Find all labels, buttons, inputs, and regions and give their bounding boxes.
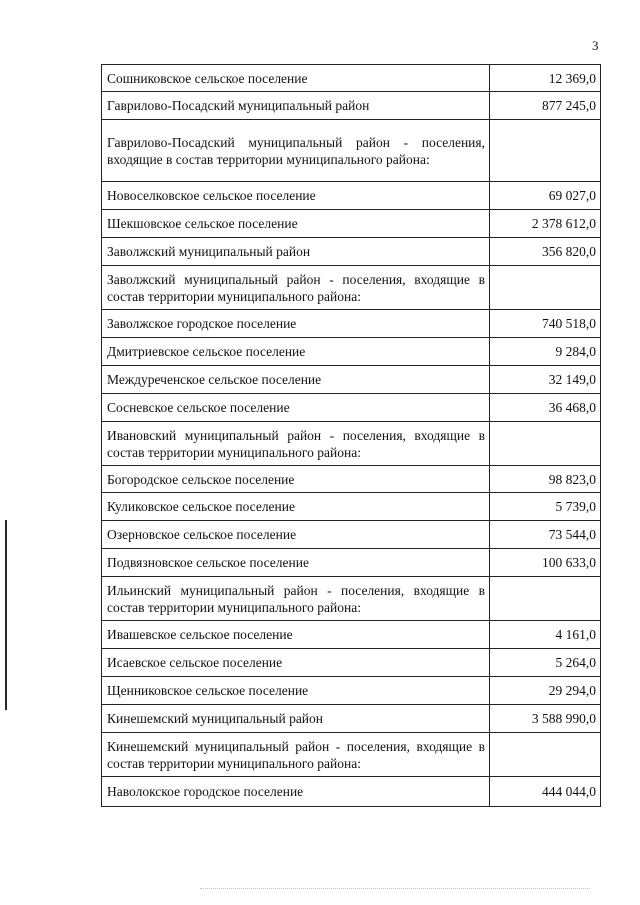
row-value (490, 577, 601, 621)
section-heading: Кинешемский муниципальный район - поселения, входящие в состав территории муниципального района: (102, 733, 490, 777)
table-row (102, 493, 601, 521)
table-row (102, 466, 601, 493)
table-row (102, 621, 601, 649)
row-value: 877 245,0 (490, 92, 601, 120)
row-name: Заволжский муниципальный район (102, 238, 490, 266)
row-name: Новоселковское сельское поселение (102, 182, 490, 210)
section-heading: Гаврилово-Посадский муниципальный район - поселения, входящие в состав территории муниципального района: (102, 120, 490, 182)
scan-edge-mark (5, 520, 7, 710)
table-row (102, 238, 601, 266)
row-value: 4 161,0 (490, 621, 601, 649)
table-section-row (102, 422, 601, 466)
table-row (102, 394, 601, 422)
row-value: 740 518,0 (490, 310, 601, 338)
row-value: 36 468,0 (490, 394, 601, 422)
table-row (102, 705, 601, 733)
row-value (490, 266, 601, 310)
table-row (102, 649, 601, 677)
table-row (102, 549, 601, 577)
table-row (102, 521, 601, 549)
row-value (490, 422, 601, 466)
budget-table (101, 64, 601, 807)
row-name: Шекшовское сельское поселение (102, 210, 490, 238)
row-value: 2 378 612,0 (490, 210, 601, 238)
row-value: 5 264,0 (490, 649, 601, 677)
row-name: Сосневское сельское поселение (102, 394, 490, 422)
row-name: Озерновское сельское поселение (102, 521, 490, 549)
row-value: 73 544,0 (490, 521, 601, 549)
scan-artifact-dots (200, 888, 590, 891)
row-value: 12 369,0 (490, 65, 601, 92)
row-value: 356 820,0 (490, 238, 601, 266)
row-value (490, 120, 601, 182)
section-heading: Ильинский муниципальный район - поселения, входящие в состав территории муниципального района: (102, 577, 490, 621)
row-value: 32 149,0 (490, 366, 601, 394)
row-name: Заволжское городское поселение (102, 310, 490, 338)
table-row (102, 92, 601, 120)
row-name: Богородское сельское поселение (102, 466, 490, 493)
row-value: 98 823,0 (490, 466, 601, 493)
table-section-row (102, 577, 601, 621)
page-number: 3 (592, 38, 599, 53)
row-name: Гаврилово-Посадский муниципальный район (102, 92, 490, 120)
row-value: 5 739,0 (490, 493, 601, 521)
table-row (102, 338, 601, 366)
row-name: Подвязновское сельское поселение (102, 549, 490, 577)
row-name: Дмитриевское сельское поселение (102, 338, 490, 366)
row-value (490, 733, 601, 777)
row-name: Куликовское сельское поселение (102, 493, 490, 521)
section-heading: Ивановский муниципальный район - поселения, входящие в состав территории муниципального района: (102, 422, 490, 466)
row-value: 3 588 990,0 (490, 705, 601, 733)
row-name: Сошниковское сельское поселение (102, 65, 490, 92)
row-value: 69 027,0 (490, 182, 601, 210)
table-row (102, 310, 601, 338)
row-name: Наволокское городское поселение (102, 777, 490, 807)
table-section-row (102, 120, 601, 182)
row-value: 29 294,0 (490, 677, 601, 705)
table-section-row (102, 733, 601, 777)
row-value: 444 044,0 (490, 777, 601, 807)
row-value: 9 284,0 (490, 338, 601, 366)
row-name: Междуреченское сельское поселение (102, 366, 490, 394)
row-name: Исаевское сельское поселение (102, 649, 490, 677)
table-row (102, 65, 601, 92)
table-row (102, 182, 601, 210)
row-name: Кинешемский муниципальный район (102, 705, 490, 733)
row-name: Ивашевское сельское поселение (102, 621, 490, 649)
table-section-row (102, 266, 601, 310)
table-row (102, 366, 601, 394)
row-name: Щенниковское сельское поселение (102, 677, 490, 705)
table-row (102, 677, 601, 705)
section-heading: Заволжский муниципальный район - поселения, входящие в состав территории муниципального района: (102, 266, 490, 310)
table-row (102, 210, 601, 238)
table-row (102, 777, 601, 807)
row-value: 100 633,0 (490, 549, 601, 577)
